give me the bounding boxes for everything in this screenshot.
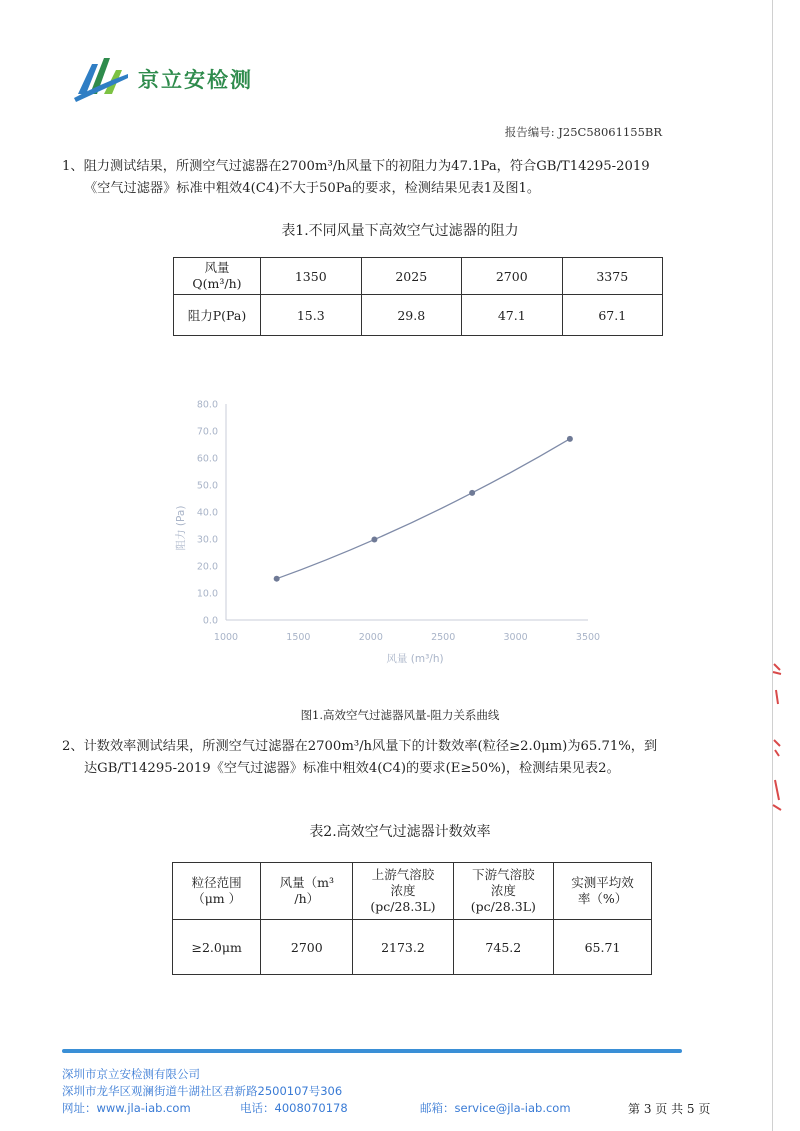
chart-x-tick-label: 2500	[431, 632, 456, 643]
chart-x-tick-label: 3000	[503, 632, 528, 643]
efficiency-table	[172, 862, 652, 975]
resistance-table	[173, 257, 663, 336]
header-line: (pc/28.3L)	[470, 899, 536, 914]
resistance-cell: 47.1	[462, 295, 563, 336]
page-number: 第 3 页 共 5 页	[628, 1102, 711, 1116]
header-line: 下游气溶胶	[472, 867, 535, 882]
header-line: 粒径范围	[191, 875, 242, 890]
seal-stamp-fragment-icon	[770, 660, 784, 820]
efficiency-header	[554, 863, 652, 920]
header-line: /h）	[294, 891, 320, 906]
flow-cell: 3375	[562, 258, 663, 295]
chart-y-axis-label: 阻力 (Pa)	[175, 505, 187, 551]
scan-edge-line	[772, 0, 773, 1131]
upstream-header	[353, 863, 453, 920]
footer-email: 邮箱：service@jla-iab.com	[420, 1101, 571, 1115]
chart-data-point	[274, 576, 280, 582]
table-1-caption: 表1.不同风量下高效空气过滤器的阻力	[281, 223, 519, 239]
chart-y-tick-label: 60.0	[196, 453, 218, 465]
table-row	[173, 863, 652, 920]
footer-divider	[62, 1049, 682, 1053]
footer-company: 深圳市京立安检测有限公司	[62, 1067, 200, 1081]
chart-x-axis-label: 风量 (m³/h)	[386, 653, 444, 665]
chart-y-tick-label: 30.0	[196, 534, 218, 546]
header-line: (pc/28.3L)	[370, 899, 436, 914]
resistance-cell: 15.3	[261, 295, 362, 336]
resistance-cell: 67.1	[562, 295, 663, 336]
figure-1-caption: 图1.高效空气过滤器风量-阻力关系曲线	[300, 708, 500, 722]
section-1-line-2: 《空气过滤器》标准中粗效4(C4)不大于50Pa的要求，检测结果见表1及图1。	[84, 181, 541, 196]
section-1-text	[62, 156, 762, 200]
flow-resistance-chart	[175, 390, 630, 680]
chart-y-tick-label: 80.0	[196, 399, 218, 411]
flow-header-unit: Q(m³/h)	[192, 276, 242, 291]
flow-cell: 2700	[462, 258, 563, 295]
report-number: 报告编号: J25C58061155BR	[504, 125, 662, 139]
chart-y-tick-label: 40.0	[196, 507, 218, 519]
footer-address: 深圳市龙华区观澜街道牛湖社区君新路2500107号306	[62, 1084, 343, 1098]
header-line: 浓度	[390, 883, 416, 898]
chart-x-tick-label: 1000	[213, 632, 239, 643]
downstream-cell: 745.2	[453, 920, 553, 975]
header-line: 浓度	[490, 883, 516, 898]
table-row	[174, 295, 663, 336]
section-2-text	[62, 736, 762, 780]
flow-header	[261, 863, 353, 920]
chart-series-line	[277, 439, 570, 579]
resistance-header-cell: 阻力P(Pa)	[174, 295, 261, 336]
flow-header-label: 风量	[204, 260, 230, 275]
table-row	[174, 258, 663, 295]
section-2-line-1: 2、计数效率测试结果，所测空气过滤器在2700m³/h风量下的计数效率(粒径≥2.0μm)为65.71%，到	[62, 739, 658, 754]
flow-cell: 2025	[361, 258, 462, 295]
chart-axes	[226, 404, 588, 620]
upstream-cell: 2173.2	[353, 920, 453, 975]
chart-y-tick-label: 10.0	[196, 588, 218, 600]
header-line: （μm ）	[192, 891, 242, 906]
efficiency-cell: 65.71	[554, 920, 652, 975]
header-line: 风量（m³	[279, 875, 334, 890]
flow-cell: 2700	[261, 920, 353, 975]
table-2-caption: 表2.高效空气过滤器计数效率	[309, 824, 491, 840]
chart-data-point	[371, 537, 377, 543]
chart-x-tick-label: 1500	[286, 632, 311, 643]
header-line: 实测平均效	[571, 875, 634, 890]
particle-size-cell: ≥2.0μm	[173, 920, 261, 975]
logo-text: 京立安检测	[138, 68, 253, 92]
table-row	[173, 920, 652, 975]
chart-y-tick-label: 70.0	[196, 426, 218, 438]
section-2-line-2: 达GB/T14295-2019《空气过滤器》标准中粗效4(C4)的要求(E≥50%)，检测结果见表2。	[84, 761, 620, 776]
footer-website: 网址：www.jla-iab.com	[62, 1101, 191, 1115]
flow-cell: 1350	[261, 258, 362, 295]
chart-x-tick-label: 3500	[575, 632, 601, 643]
chart-data-point	[567, 436, 573, 442]
header-line: 上游气溶胶	[371, 867, 435, 882]
header-line: 率（%）	[577, 891, 628, 906]
chart-ticks	[197, 400, 600, 644]
downstream-header	[453, 863, 553, 920]
chart-x-tick-label: 2000	[358, 632, 383, 643]
section-1-line-1: 1、阻力测试结果，所测空气过滤器在2700m³/h风量下的初阻力为47.1Pa，符合GB/T14295-2019	[62, 159, 650, 174]
company-logo-icon	[70, 44, 132, 106]
footer-phone: 电话：4008070178	[240, 1101, 348, 1115]
resistance-cell: 29.8	[361, 295, 462, 336]
chart-y-tick-label: 20.0	[196, 561, 218, 573]
chart-series	[274, 436, 573, 582]
particle-size-header	[173, 863, 261, 920]
flow-header-cell	[174, 258, 261, 295]
chart-y-tick-label: 0.0	[202, 615, 218, 627]
chart-data-point	[469, 490, 475, 496]
chart-y-tick-label: 50.0	[196, 480, 218, 492]
